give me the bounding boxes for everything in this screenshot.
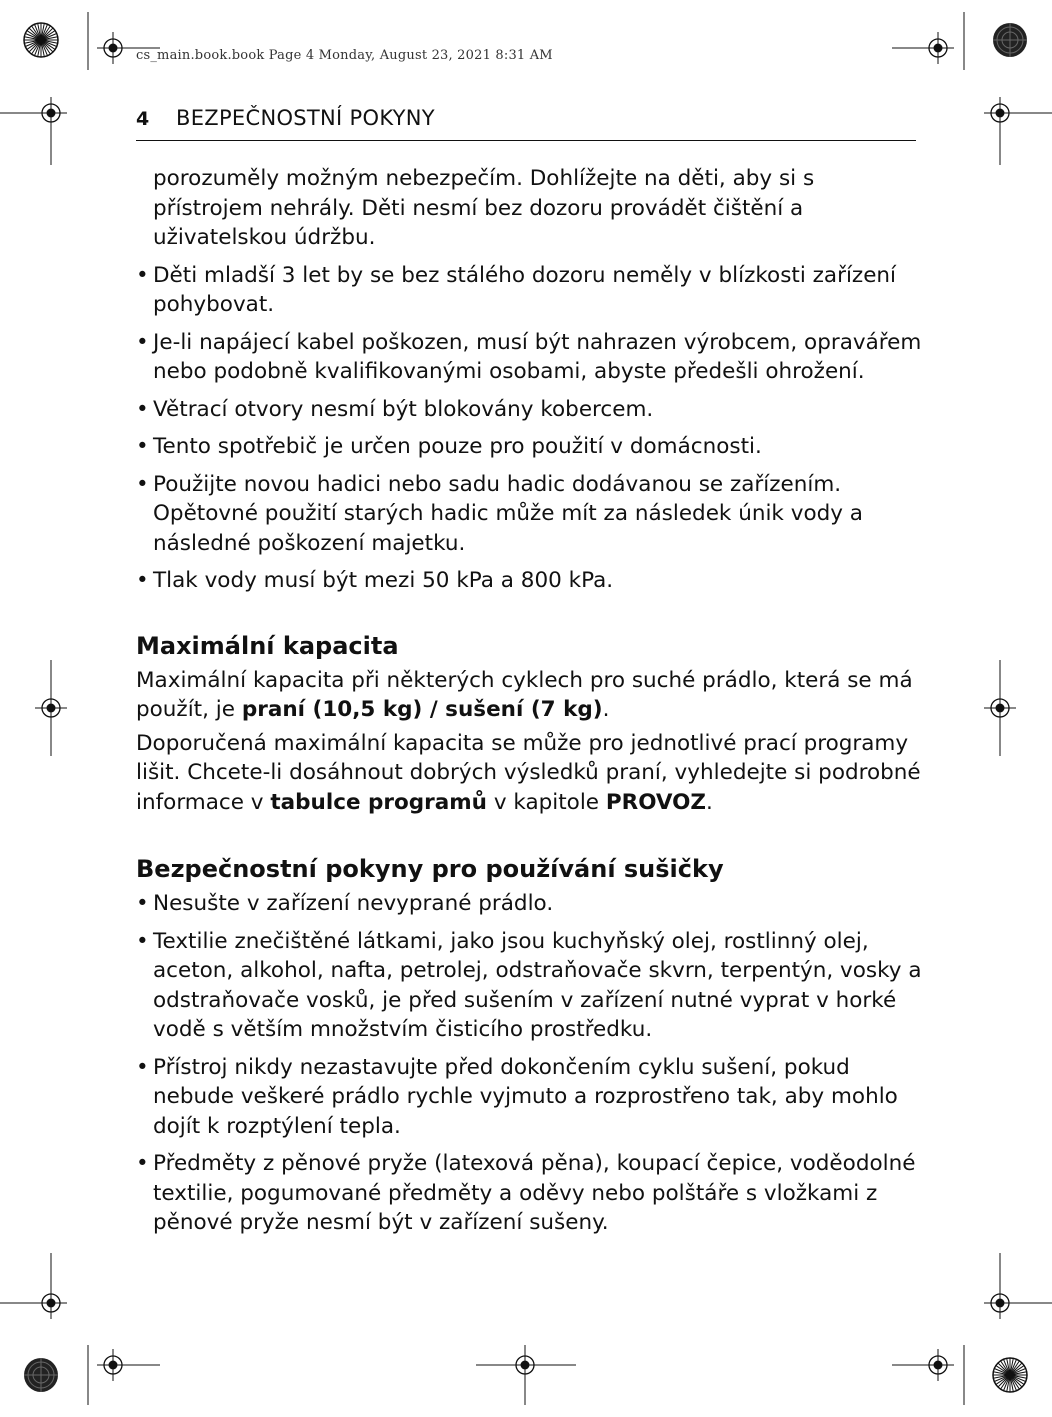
recommendation-paragraph: Doporučená maximální kapacita se může pro jednotlivé prací programy lišit. Chcete-li dosáhnout dobrých výsledků praní, vyhledejte si podrobné informace v tabulce programů v kapitole PROVOZ. [136, 730, 921, 815]
list-item: • Děti mladší 3 let by se bez stálého dozoru neměly v blízkosti zařízení pohybovat. [136, 262, 897, 317]
page-header [136, 106, 916, 141]
bullet-icon: • [136, 396, 149, 422]
chapter-title: BEZPEČNOSTNÍ POKYNY [176, 106, 435, 130]
list-item: • Větrací otvory nesmí být blokovány kobercem. [136, 395, 926, 425]
safety-bullet-list [136, 261, 926, 596]
bullet-icon: • [136, 928, 149, 954]
list-item: • Tento spotřebič je určen pouze pro použití v domácnosti. [136, 432, 926, 462]
program-table-reference: tabulce programů [270, 789, 487, 815]
page-number: 4 [136, 108, 150, 130]
bullet-icon: • [136, 891, 149, 916]
capacity-heading: Maximální kapacita [136, 631, 399, 660]
bullet-icon: • [136, 471, 149, 497]
dryer-bullet-list [136, 889, 926, 1238]
page-content [136, 164, 926, 1246]
list-item: • Textilie znečištěné látkami, jako jsou kuchyňský olej, rostlinný olej, aceton, alkohol, nafta, petrolej, odstraňovače skvrn, terpentýn, vosky a odstraňovače vosků, je před sušením v zařízení nutné vyprat v horké vodě s větším množstvím čisticího prostředku. [136, 928, 922, 1042]
list-item: • Přístroj nikdy nezastavujte před dokončením cyklu sušení, pokud nebude veškeré prádlo rychle vyjmuto a rozprostřeno tak, aby mohlo dojít k rozptýlení tepla. [136, 1054, 898, 1139]
bullet-icon: • [136, 329, 149, 355]
bullet-icon: • [136, 568, 149, 593]
bullet-icon: • [136, 1054, 149, 1080]
chapter-reference: PROVOZ [605, 789, 707, 815]
list-item: • Použijte novou hadici nebo sadu hadic dodávanou se zařízením. Opětovné použití starých hadic může mít za následek únik vody a následné poškození majetku. [136, 471, 863, 556]
bullet-icon: • [136, 1151, 149, 1176]
list-item: • Nesušte v zařízení nevyprané prádlo. [136, 889, 926, 919]
capacity-value: praní (10,5 kg) / sušení (7 kg) [241, 697, 603, 722]
bullet-icon: • [136, 262, 149, 288]
list-item: • Předměty z pěnové pryže (latexová pěna), koupací čepice, voděodolné textilie, pogumované předměty a oděvy nebo polštáře s vložkami z pěnové pryže nesmí být v zařízení sušeny. [136, 1151, 916, 1235]
print-slug: cs_main.book.book Page 4 Monday, August 23, 2021 8:31 AM [136, 48, 553, 63]
bullet-icon: • [136, 434, 149, 459]
dryer-safety-heading: Bezpečnostní pokyny pro používání sušičky [136, 855, 724, 883]
continued-paragraph: porozuměly možným nebezpečím. Dohlížejte na děti, aby si s přístrojem nehrály. Děti nesmí bez dozoru provádět čištění a uživatelskou údržbu. [153, 166, 815, 250]
list-item: • Tlak vody musí být mezi 50 kPa a 800 kPa. [136, 566, 926, 596]
capacity-paragraph: Maximální kapacita při některých cyklech pro suché prádlo, která se má použít, je praní (10,5 kg) / sušení (7 kg). [136, 667, 913, 722]
list-item: • Je-li napájecí kabel poškozen, musí být nahrazen výrobcem, opravářem nebo podobně kvalifikovanými osobami, abyste předešli ohrožení. [136, 329, 922, 384]
